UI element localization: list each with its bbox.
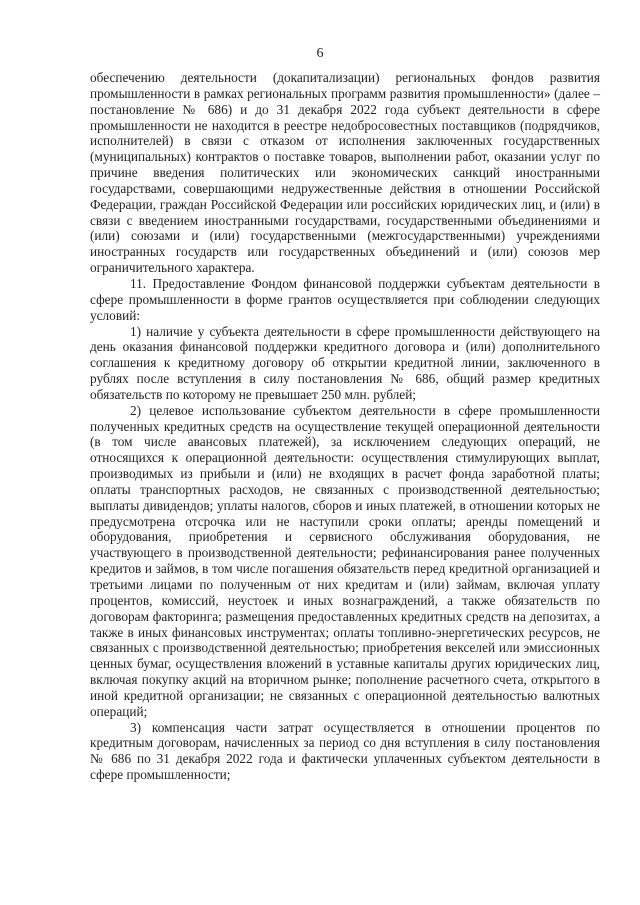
paragraph-continuation: обеспечению деятельности (докапитализации) региональных фондов развития промышленности в рамках региональных программ развития промышленности» (далее – постановление № 686) и до 31 декабря 2022 года субъект деятельности в сфере промышленности не находится в реестре недобросовестных поставщиков (подрядчиков, исполнителей) в связи с отказом от исполнения заключенных государственных (муниципальных) контрактов о поставке товаров, выполнении работ, оказании услуг по причине введения политических или экономических санкций иностранными государствами, совершающими недружественные действия в отношении Российской Федерации, граждан Российской Федерации или российских юридических лиц, и (или) в связи с введением иностранными государствами, государственными объединениями и (или) союзами и (или) государственными (межгосударственными) учреждениями иностранных государств или государственных объединений и (или) союзов мер ограничительного характера.: [90, 70, 600, 276]
page-number: 6: [316, 46, 324, 61]
paragraph-condition-3: 3) компенсация части затрат осуществляется в отношении процентов по кредитным договорам, начисленных за период со дня вступления в силу постановления № 686 по 31 декабря 2022 года и фактически уплаченных субъектом деятельности в сфере промышленности;: [90, 719, 600, 783]
document-body: [90, 70, 600, 783]
paragraph-condition-1: 1) наличие у субъекта деятельности в сфере промышленности действующего на день оказания финансовой поддержки кредитного договора и (или) дополнительного соглашения к кредитному договору об открытии кредитной линии, заключенного в рублях после вступления в силу постановления № 686, общий размер кредитных обязательств по которому не превышает 250 млн. рублей;: [90, 323, 600, 402]
paragraph-item-11: 11. Предоставление Фондом финансовой поддержки субъектам деятельности в сфере промышленности в форме грантов осуществляется при соблюдении следующих условий:: [90, 275, 600, 323]
paragraph-condition-2: 2) целевое использование субъектом деятельности в сфере промышленности полученных кредитных средств на осуществление текущей операционной деятельности (в том числе авансовых платежей), за исключением следующих операций, не относящихся к операционной деятельности: осуществления стимулирующих выплат, производимых из прибыли и (или) не входящих в расчет фонда заработной платы; оплаты транспортных расходов, не связанных с производственной деятельностью; выплаты дивидендов; уплаты налогов, сборов и иных платежей, в отношении которых не предусмотрена отсрочка или не наступили сроки оплаты; аренды помещений и оборудования, приобретения и сервисного обслуживания оборудования, не участвующего в производственной деятельности; рефинансирования ранее полученных кредитов и займов, в том числе погашения обязательств перед кредитной организацией и третьими лицами по полученным от них кредитам и (или) займам, включая уплату процентов, комиссий, неустоек и иных вознаграждений, а также обязательств по договорам факторинга; размещения предоставленных кредитных средств на депозитах, а также в иных финансовых инструментах; оплаты топливно-энергетических ресурсов, не связанных с производственной деятельностью; приобретения векселей или эмиссионных ценных бумаг, осуществления вложений в уставные капиталы других юридических лиц, включая покупку акций на вторичном рынке; пополнение расчетного счета, открытого в иной кредитной организации; не связанных с операционной деятельностью валютных операций;: [90, 402, 600, 719]
